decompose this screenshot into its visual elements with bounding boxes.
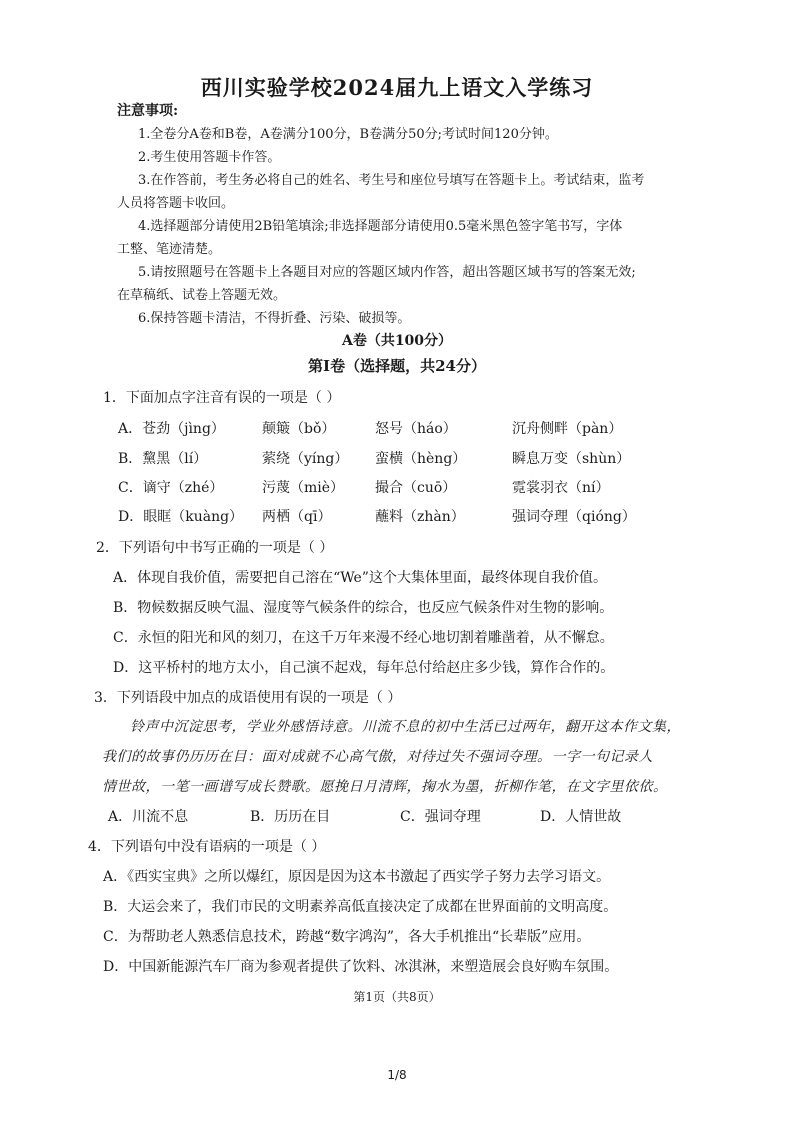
q4-option-c: C．为帮助老人熟悉信息技术，跨越“数字鸿沟”，各大手机推出“长辈版”应用。 [103,929,591,945]
q1-option-a-2: 颠簸（bǒ） [262,421,336,437]
q2-option-a: A．体现自我价值，需要把自己溶在“We”这个大集体里面，最终体现自我价值。 [113,570,607,586]
q1-option-b-3: 蛮横（hèng） [375,451,467,467]
q1-option-b-1: B．黧黑（lí） [118,451,208,467]
q4-option-d: D．中国新能源汽车厂商为参观者提供了饮料、冰淇淋，来塑造展会良好购车氛围。 [103,959,619,975]
notice-line: 2.考生使用答题卡作答。 [138,150,281,165]
notice-heading: 注意事项: [117,103,179,119]
q1-option-a-1: A．苍劲（jìng） [118,421,225,437]
q2-option-b: B．物候数据反映气温、湿度等气候条件的综合，也反应气候条件对生物的影响。 [113,600,614,616]
q2-option-d: D．这平桥村的地方太小，自己演不起戏，每年总付给赵庄多少钱，算作合作的。 [113,660,615,676]
q1-option-b-4: 瞬息万变（shùn） [512,451,631,467]
question-3-stem: 3．下列语段中加点的成语使用有误的一项是（ ） [94,690,402,706]
page-title: 西川实验学校2024届九上语文入学练习 [200,75,594,100]
q1-option-b-2: 萦绕（yíng） [262,451,349,467]
q1-option-c-1: C．谪守（zhé） [118,480,224,496]
q1-option-a-4: 沉舟侧畔（pàn） [512,421,623,437]
q1-option-c-3: 撮合（cuō） [375,480,457,496]
q1-option-c-4: 霓裳羽衣（ní） [512,480,610,496]
q3-option-b: B．历历在目 [250,809,331,825]
q2-option-c: C．永恒的阳光和风的刻刀，在这千万年来漫不经心地切割着雕凿着，从不懈怠。 [113,630,614,646]
notice-line: 人员将答题卡收回。 [117,196,235,211]
notice-line: 工整、笔迹清楚。 [117,242,222,257]
q3-option-d: D．人情世故 [540,809,622,825]
q3-option-a: A．川流不息 [108,809,189,825]
question-2-stem: 2．下列语句中书写正确的一项是（ ） [96,540,334,556]
question-1-stem: 1．下面加点字注音有误的一项是（ ） [103,390,341,406]
part-1-heading: 第Ⅰ卷（选择题，共24分） [308,357,486,375]
notice-line: 6.保持答题卡清洁，不得折叠、污染、破损等。 [138,311,411,326]
q1-option-d-3: 蘸料（zhàn） [375,509,465,525]
notice-line: 1.全卷分A卷和B卷，A卷满分100分，B卷满分50分;考试时间120分钟。 [138,127,558,142]
notice-line: 在草稿纸、试卷上答题无效。 [117,288,287,303]
q3-passage-line: 铃声中沉淀思考，学业外感悟诗意。川流不息的初中生活已过两年，翻开这本作文集， [130,719,681,735]
q1-option-d-4: 强词夺理（qióng） [512,509,636,525]
q3-passage-line: 情世故，一笔一画谱写成长赞歌。愿挽日月清辉，掬水为墨，折柳作笔，在文字里依依。 [102,779,668,795]
q1-option-d-2: 两栖（qī） [262,509,332,525]
page-indicator: 1/8 [387,1068,407,1082]
notice-line: 3.在作答前，考生务必将自己的姓名、考生号和座位号填写在答题卡上。考试结束，监考 [138,173,645,188]
q3-option-c: C．强词夺理 [400,809,481,825]
q3-passage-line: 我们的故事仍历历在目：面对成就不心高气傲，对待过失不强词夺理。一字一句记录人 [102,749,653,765]
section-a-heading: A卷（共100分） [341,333,453,349]
question-4-stem: 4．下列语句中没有语病的一项是（ ） [88,839,326,855]
q1-option-c-2: 污蔑（miè） [262,480,345,496]
notice-line: 5.请按照题号在答题卡上各题目对应的答题区域内作答，超出答题区域书写的答案无效; [138,265,636,280]
q4-option-b: B．大运会来了，我们市民的文明素养高低直接决定了成都在世界面前的文明高度。 [103,899,618,915]
notice-line: 4.选择题部分请使用2B铅笔填涂;非选择题部分请使用0.5毫米黑色签字笔书写，字体 [138,219,623,234]
q1-option-a-3: 怒号（háo） [375,421,457,437]
page-footer: 第1页（共8页） [353,990,441,1004]
q4-option-a: A．《西实宝典》之所以爆红，原因是因为这本书激起了西实学子努力去学习语文。 [103,869,611,885]
q1-option-d-1: D．眼眶（kuàng） [118,509,244,525]
